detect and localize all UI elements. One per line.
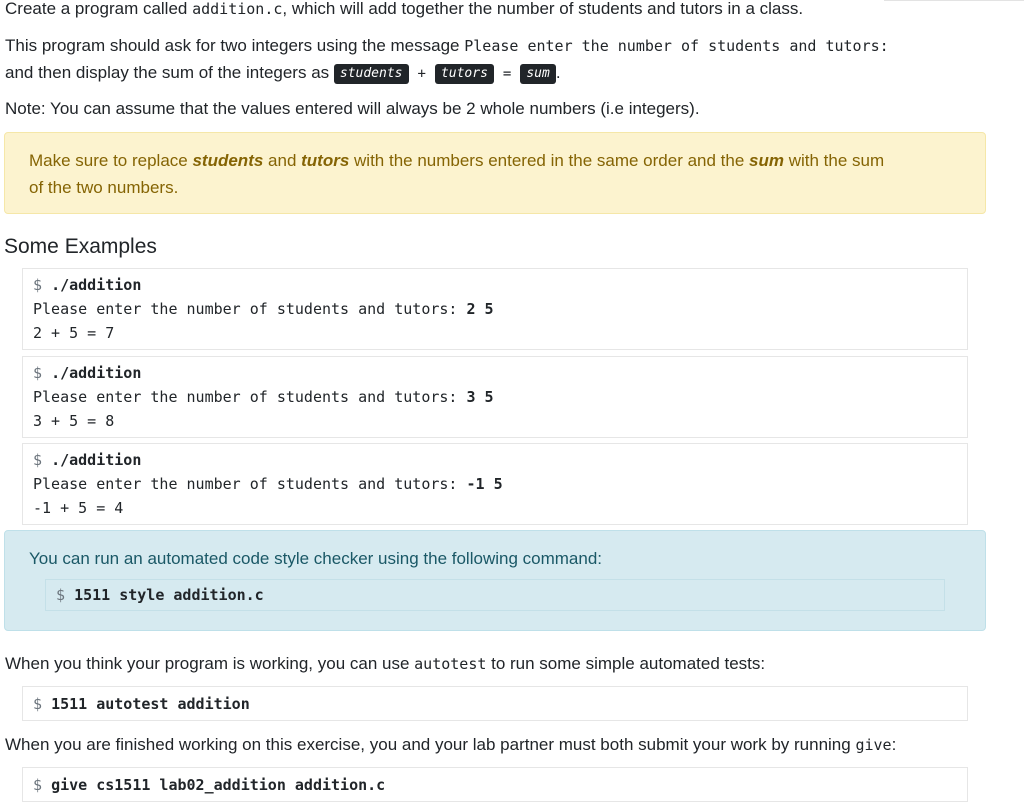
example-output-line: -1 + 5 = 4	[33, 499, 124, 517]
warning-alert	[4, 132, 986, 214]
give-code: give	[855, 736, 892, 754]
autotest-command-line: $ 1511 autotest addition	[33, 695, 250, 713]
tutors-kbd: tutors	[435, 64, 494, 84]
students-emphasis: students	[192, 151, 264, 170]
warning-line-1: Make sure to replace students and tutors with the numbers entered in the same order and the sum with the sum	[29, 151, 885, 170]
intro-line-2: This program should ask for two integers using the message Please enter the number of students and tutors:	[5, 36, 889, 55]
example-message-line: Please enter the number of students and tutors: -1 5	[33, 475, 503, 493]
equals-symbol: =	[502, 66, 512, 82]
example-command-line: $ ./addition	[33, 451, 142, 469]
style-checker-command: $ 1511 style addition.c	[45, 579, 945, 611]
style-checker-text: You can run an automated code style checker using the following command:	[29, 549, 602, 568]
example-block-1	[22, 268, 968, 350]
give-text: When you are finished working on this exercise, you and your lab partner must both submit your work by running give:	[5, 735, 897, 754]
example-message-line: Please enter the number of students and tutors: 2 5	[33, 300, 494, 318]
autotest-code: autotest	[414, 655, 487, 673]
autotest-text: When you think your program is working, you can use autotest to run some simple automated tests:	[5, 654, 766, 673]
note-text: Note: You can assume that the values entered will always be 2 whole numbers (i.e integers).	[5, 99, 700, 118]
example-output-line: 2 + 5 = 7	[33, 324, 115, 342]
filename-code: addition.c	[192, 0, 283, 18]
example-message-line: Please enter the number of students and tutors: 3 5	[33, 388, 494, 406]
students-kbd: students	[334, 64, 409, 84]
tutors-emphasis: tutors	[301, 151, 350, 170]
example-output-line: 3 + 5 = 8	[33, 412, 115, 430]
example-command-line: $ ./addition	[33, 276, 142, 294]
plus-symbol: +	[417, 66, 426, 82]
example-block-3	[22, 443, 968, 525]
example-block-2	[22, 356, 968, 438]
sum-kbd: sum	[520, 64, 555, 84]
top-edge-divider	[884, 0, 1024, 5]
give-command-line: $ give cs1511 lab02_addition addition.c	[33, 776, 386, 794]
intro-line-1: Create a program called addition.c, which will add together the number of students and tutors in a class.	[5, 0, 804, 18]
style-checker-alert	[4, 530, 986, 631]
examples-heading: Some Examples	[4, 235, 157, 258]
example-command-line: $ ./addition	[33, 364, 142, 382]
give-command-block	[22, 767, 968, 802]
sum-emphasis: sum	[749, 151, 784, 170]
prompt-message-code: Please enter the number of students and tutors:	[464, 37, 889, 55]
intro-line-3: and then display the sum of the integers as students + tutors = sum .	[5, 63, 561, 82]
warning-line-2: of the two numbers.	[29, 178, 179, 197]
autotest-command-block	[22, 686, 968, 721]
